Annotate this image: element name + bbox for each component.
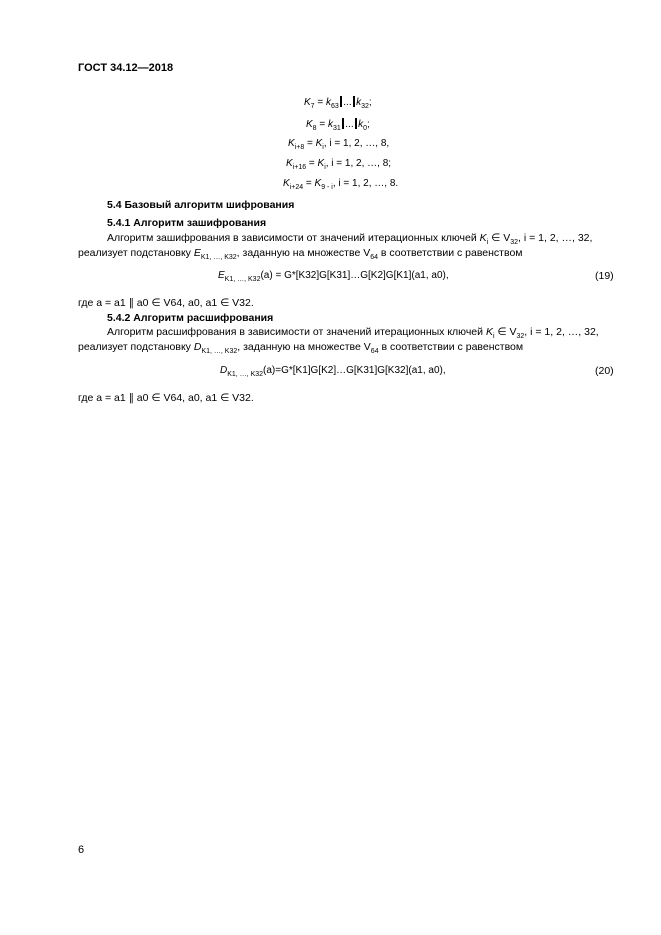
section-5-4-2-where: где a = a1 ∥ a0 ∈ V64, a0, a1 ∈ V32. — [78, 392, 254, 404]
document-header: ГОСТ 34.12—2018 — [78, 62, 174, 74]
equation-k8: $K_8 = k_{31}$ ... $k_0$; — [306, 119, 370, 132]
section-5-4-1-title: 5.4.1 Алгоритм зашифрования — [107, 217, 267, 229]
formula-20: $D_{K1, \dots, K32}(a)=G*[K1]G[K2]\dots G[K31]G[K32](a1$, a0), — [220, 365, 446, 378]
equation-k-i-plus-24: $K_{i+24} = K_{9 - i}$, i = 1, 2, …, 8. — [283, 178, 399, 191]
section-5-4-2-line2: реализует подстановку $D_{K1, \dots, K32}$, заданную на множестве $V_{64}$ в соответствии с равенством — [78, 341, 524, 355]
formula-20-number: (20) — [595, 365, 614, 377]
formula-19: $E_{K1, \dots, K32}(a)$ = G*[K32]G[K31]…G[K2]G[K1](a1, a0), — [218, 270, 449, 283]
section-5-4-title: 5.4 Базовый алгоритм шифрования — [107, 199, 295, 211]
section-5-4-2-title: 5.4.2 Алгоритм расшифрования — [107, 312, 274, 324]
equation-k-i-plus-16: $K_{i+16} = K_i$, i = 1, 2, …, 8; — [286, 158, 392, 171]
section-5-4-1-line1: Алгоритм зашифрования в зависимости от значений итерационных ключей $K_i$ ∈ $V_{32}$, i = 1, 2, …, 32, — [107, 232, 593, 246]
section-5-4-1-where: где a = a1 ∥ a0 ∈ V64, a0, a1 ∈ V32. — [78, 297, 254, 309]
equation-k-i-plus-8: $K_{i+8} = K_i$, i = 1, 2, …, 8, — [288, 138, 390, 151]
page-number: 6 — [78, 844, 85, 856]
section-5-4-1-line2: реализует подстановку $E_{K1, \dots, K32}$, заданную на множестве $V_{64}$ в соответствии с равенством — [78, 247, 523, 261]
section-5-4-2-line1: Алгоритм расшифрования в зависимости от значений итерационных ключей $K_i$ ∈ $V_{32}$, i = 1, 2, …, 32, — [107, 326, 599, 340]
equation-k7: $K_7 = k_{63}$ ... $k_{32}$; — [304, 97, 372, 110]
formula-19-number: (19) — [595, 270, 614, 282]
